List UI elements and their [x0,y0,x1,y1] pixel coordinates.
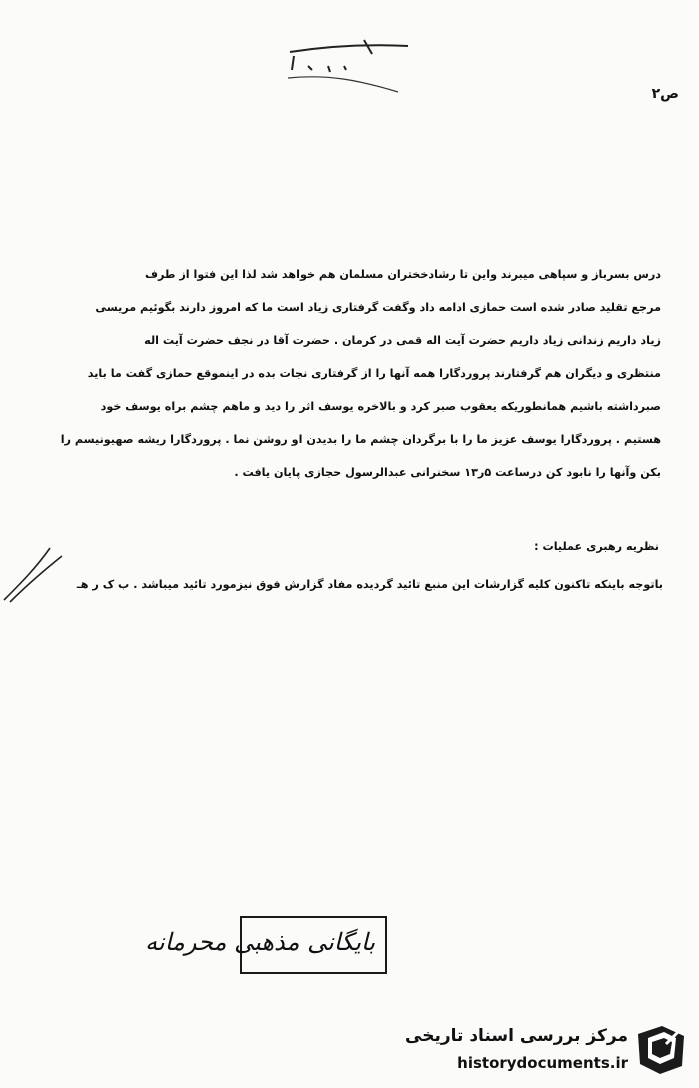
margin-signature-mark [0,544,70,604]
body-line: زیاد داریم زندانی زیاد داریم حضرت آیت اله قمی در کرمان . حضرت آقا در نجف حضرت آیت اله [144,334,661,347]
archive-logo-icon [632,1020,690,1078]
body-line: صبرداشته باشیم همانطوریکه یعقوب صبر کرد و بالاخره یوسف اثر را دید و ماهم چشم براه یوسف خود [100,400,661,413]
final-assessment-line: باتوجه باینکه تاکنون کلیه گزارشات این منبع تائید گردیده مفاد گزارش فوق نیزمورد تائید میباشد . ب ک ر هـ [76,578,663,591]
watermark-url: historydocuments.ir [457,1054,628,1072]
body-line: هستیم . پروردگارا یوسف عزیز ما را با برگردان چشم ما را بدیدن او روشن نما . پروردگارا ریشه صهیونیسم را [60,433,661,446]
body-line: مرجع تقلید صادر شده است حمازی ادامه داد وگفت گرفتاری زیاد است ما که امروز دارند بگوئیم مریسی [95,301,661,314]
top-handwritten-mark [268,30,418,100]
report-body [14,258,661,489]
body-line: بکن وآنها را نابود کن درساعت ۵ر۱۳ سخنرانی عبدالرسول حجازی پایان یافت . [234,466,661,479]
body-line: منتظری و دیگران هم گرفتارند پروردگارا همه آنها را از گرفتاری نجات بده در اینموقع حمازی گفت ما باید [87,367,661,380]
body-line: درس بسرباز و سپاهی میبرند واین تا رشادخختران مسلمان هم خواهد شد لذا این فتوا از طرف [144,268,661,281]
site-watermark [405,1020,690,1082]
section-heading: نظریه رهبری عملیات : [534,540,659,553]
handwritten-stamp-box [145,916,387,974]
page-number: ص۲ [651,86,679,102]
handwritten-note: بایگانی مذهبی محرمانه [145,928,375,956]
watermark-title: مرکز بررسی اسناد تاریخی [405,1026,628,1046]
